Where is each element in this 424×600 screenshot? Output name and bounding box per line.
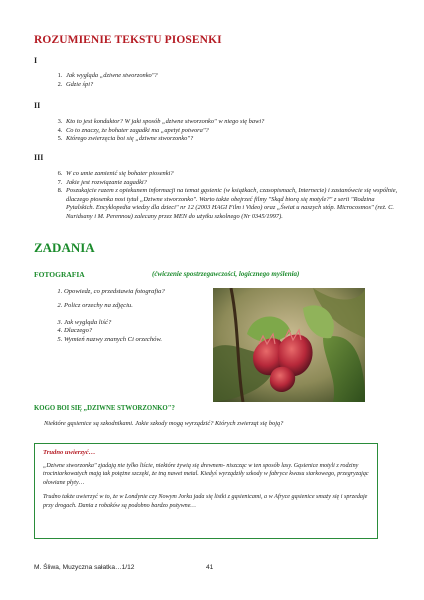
photo-question: 3. Jak wygląda liść?	[64, 319, 184, 327]
photo-question: 5. Wymień nazwy znanych Ci orzechów.	[64, 336, 184, 344]
footer-source: M. Śliwa, Muzyczna sałatka…1/12	[34, 564, 135, 571]
question-list-3	[46, 170, 404, 222]
question-item: 8. Poszukajcie razem z opiekunem informacji na temat gąsienic (w książkach, czasopismach, Internecie) i zastanówcie się wspólnie, dlaczego piosenka nosi tytuł „Dziwne stworzonko". Warto także obejrzeć filmy "Skąd biorą się motyle?" z serii "Rodzina Pytalskich. Encyklopedia wiedzy dla dzieci" nr 12 (2003 HAGI Film i Video) oraz „Świat u naszych stóp. Microcosmos" (reż. C. Nuridsany i M. Perennou) zalecany przez MEN do użytku szkolnego (Nr 0345/1997).	[64, 187, 404, 221]
section-heading-zadania: ZADANIA	[34, 240, 95, 255]
kogo-heading: KOGO BOI SIĘ „DZIWNE STWORZONKO"?	[34, 405, 175, 412]
photo-question-list	[46, 288, 184, 344]
kogo-text: Niektóre gąsienice są szkodnikami. Jakie szkody mogą wyrządzić? Których zwierząt się boją?	[44, 420, 284, 427]
question-item: 5. Którego zwierzęcia boi się „dziwne stworzonko"?	[64, 135, 404, 144]
fact-box	[34, 443, 378, 539]
fotografia-note: (ćwiczenie spostrzegawczości, logicznego myślenia)	[152, 270, 300, 278]
section-numeral-2: II	[34, 101, 41, 110]
fact-paragraph-1: „Dziwne stworzonka" zjadają nie tylko liście, niektóre żywią się drewnem- niszcząc w ten sposób lasy. Gąsienice motyli z rodziny trociniarkowatych mają tak potężne szczęki, że tną nawet metal. Kiedyś wyrządziły szkody w fabryce kwasu siarkowego, przegryzając ołowiane płyty…	[43, 462, 369, 486]
question-item: 1. Jak wygląda „dziwne stworzonko"?	[64, 72, 404, 81]
fact-box-title: Trudno uwierzyć…	[43, 449, 96, 456]
question-item: 7. Jakie jest rozwiązanie zagadki?	[64, 179, 404, 188]
page-number: 41	[206, 564, 214, 571]
fact-paragraph-2: Trudno także uwierzyć w to, że w Londynie czy Nowym Jorku jada się listki z gąsienicami, a w Afryce gąsienice smaży się i sprzedaje przy drogach. Dania z robaków są podobno bardzo pożywne…	[43, 494, 368, 509]
fotografia-label: FOTOGRAFIA	[34, 270, 85, 279]
photo-question: 1. Opowiedz, co przedstawia fotografia?	[64, 288, 184, 296]
section-numeral-3: III	[34, 153, 44, 162]
question-item: 6. W co umie zamienić się bohater piosenki?	[64, 170, 404, 179]
section-numeral-1: I	[34, 56, 38, 65]
question-list-2	[46, 118, 404, 144]
question-item: 3. Kto to jest konduktor? W jaki sposób „dziwne stworzonko" w niego się bawi?	[64, 118, 404, 127]
hazelnut-photo	[213, 288, 365, 402]
photo-question: 4. Dlaczego?	[64, 327, 184, 335]
question-item: 2. Gdzie śpi?	[64, 81, 404, 90]
page-title: ROZUMIENIE TEKSTU PIOSENKI	[34, 34, 222, 46]
question-list-1	[46, 72, 404, 89]
question-item: 4. Co to znaczy, że bohater zagadki ma „apetyt potwora"?	[64, 127, 404, 136]
photo-question: 2. Policz orzechy na zdjęciu.	[64, 302, 184, 310]
